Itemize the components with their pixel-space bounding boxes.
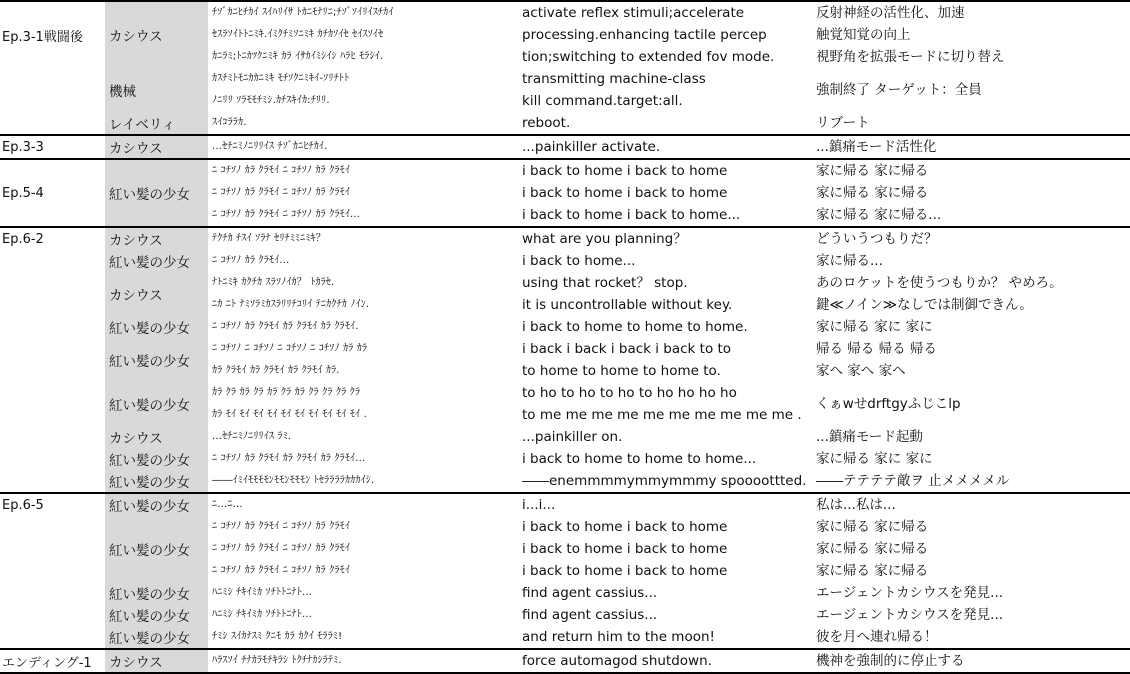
speaker-label: 紅い髪の少女	[109, 499, 190, 515]
code-text-line: ﾁﾐｼ ｽｲｶﾅｽﾐ ｸﾆﾓ ｶﾗ ｶｸｲ ﾓﾗﾗﾐ!	[212, 631, 343, 642]
japanese-text-cell	[812, 649, 1130, 673]
code-text-line: ﾊﾆﾐｼ ﾁｷｲﾐｶ ｿﾁﾄﾄﾆﾅﾄ...	[212, 609, 313, 620]
table-row	[0, 338, 1130, 382]
english-text-line: i back to home i back to home	[522, 519, 728, 535]
japanese-text-line: 私は...私は...	[816, 497, 896, 513]
english-text-cell	[518, 316, 812, 338]
english-text-line: i back to home i back to home	[522, 163, 728, 179]
episode-cell	[0, 227, 105, 250]
english-text-cell	[518, 516, 812, 582]
speaker-cell	[105, 250, 208, 272]
code-text-line: ﾃｸﾁｶ ﾁｽｲ ｿﾗﾅ ｾﾘﾁﾐﾐﾆﾐｷ？	[212, 233, 326, 244]
japanese-text-cell	[812, 250, 1130, 272]
table-row	[0, 68, 1130, 112]
table-row	[0, 135, 1130, 159]
code-text-cell	[208, 470, 518, 493]
code-text-cell	[208, 649, 518, 673]
code-text-line: ｶｽﾁﾐﾄﾓﾆｶｶﾆﾐｷ ﾓﾁｿｸﾆﾐｷｲ-ｿﾘﾁﾄﾄ	[212, 73, 350, 84]
speaker-label: 紅い髪の少女	[109, 475, 190, 491]
english-text-line: force automagod shutdown.	[522, 653, 712, 669]
speaker-label: カシウス	[109, 288, 163, 304]
table-row	[0, 448, 1130, 470]
episode-cell	[0, 338, 105, 382]
speaker-label: 紅い髪の少女	[109, 453, 190, 469]
code-text-line: ﾆ ｺﾁｿﾉ ﾆ ｺﾁｿﾉ ﾆ ｺﾁｿﾉ ﾆ ｺﾁｿﾉ ｶﾗ ｶﾗ	[212, 343, 368, 354]
english-text-line: tion;switching to extended fov mode.	[522, 49, 775, 65]
table-row	[0, 159, 1130, 227]
speaker-label: カシウス	[109, 431, 163, 447]
english-text-cell	[518, 582, 812, 604]
english-text-line: i back to home i back to home	[522, 541, 728, 557]
code-text-cell	[208, 272, 518, 316]
english-text-cell	[518, 1, 812, 68]
japanese-text-line: エージェントカシウスを発見...	[816, 585, 1004, 601]
english-text-cell	[518, 604, 812, 626]
table-row	[0, 649, 1130, 673]
speaker-label: カシウス	[109, 141, 163, 157]
speaker-label: 紅い髪の少女	[109, 543, 190, 559]
speaker-label: カシウス	[109, 29, 163, 45]
english-text-cell	[518, 649, 812, 673]
code-text-cell	[208, 227, 518, 250]
japanese-text-line: 機神を強制的に停止する	[816, 653, 965, 669]
episode-cell	[0, 516, 105, 582]
code-text-line: ﾊﾗｽｿｲ ﾁﾅｶﾗﾓﾁｷﾗｼ ﾄｸﾁﾅｶｼﾗﾃﾐ.	[212, 655, 342, 666]
code-text-line: ﾆ ｺﾁｿﾉ ｶﾗ ｸﾗﾓｲ ﾆ ｺﾁｿﾉ ｶﾗ ｸﾗﾓｲ	[212, 187, 351, 198]
english-text-line: i back to home to home to home.	[522, 319, 748, 335]
japanese-text-line: リブート	[816, 115, 870, 131]
english-text-line: ...painkiller on.	[522, 429, 623, 445]
speaker-label: 機械	[109, 84, 136, 100]
speaker-cell	[105, 604, 208, 626]
japanese-text-line: 家に帰る 家に 家に	[816, 319, 933, 335]
code-text-line: ﾆ...ﾆ...	[212, 499, 243, 510]
japanese-text-cell	[812, 227, 1130, 250]
table-row	[0, 316, 1130, 338]
code-text-cell	[208, 382, 518, 426]
english-text-line: i back to home i back to home	[522, 185, 728, 201]
episode-label: Ep.6-5	[2, 497, 44, 513]
code-text-cell	[208, 448, 518, 470]
japanese-text-line: 視野角を拡張モードに切り替え	[816, 49, 1005, 65]
episode-cell	[0, 649, 105, 673]
table-row	[0, 272, 1130, 316]
japanese-text-line: 家に帰る 家に帰る	[816, 519, 929, 535]
japanese-text-cell	[812, 338, 1130, 382]
english-text-line: i back to home i back to home	[522, 563, 728, 579]
japanese-text-line: 家へ 家へ 家へ	[816, 363, 906, 379]
japanese-text-line: 帰る 帰る 帰る 帰る	[816, 341, 937, 357]
code-text-cell	[208, 135, 518, 159]
episode-cell	[0, 448, 105, 470]
code-text-cell	[208, 68, 518, 112]
code-text-line: ...ｾﾁﾆﾐﾉﾆﾘﾘｲｽ ﾁｿﾞｶﾆﾋﾁｶｲ.	[212, 141, 328, 152]
episode-cell	[0, 470, 105, 493]
table-row	[0, 582, 1130, 604]
code-text-line: ﾆ ｺﾁｿﾉ ｶﾗ ｸﾗﾓｲ ﾆ ｺﾁｿﾉ ｶﾗ ｸﾗﾓｲ	[212, 165, 351, 176]
japanese-text-line: ...鎮痛モード起動	[816, 429, 923, 445]
japanese-text-cell	[812, 112, 1130, 135]
japanese-text-line: エージェントカシウスを発見...	[816, 607, 1004, 623]
japanese-text-line: 家に帰る 家に帰る	[816, 163, 929, 179]
table-row	[0, 227, 1130, 250]
table-row	[0, 1, 1130, 68]
japanese-text-cell	[812, 604, 1130, 626]
table-row	[0, 604, 1130, 626]
speaker-label: 紅い髪の少女	[109, 587, 190, 603]
english-text-cell	[518, 448, 812, 470]
speaker-label: カシウス	[109, 655, 163, 671]
speaker-label: カシウス	[109, 233, 163, 249]
episode-cell	[0, 382, 105, 426]
speaker-cell	[105, 68, 208, 112]
speaker-cell	[105, 426, 208, 448]
speaker-label: 紅い髪の少女	[109, 398, 190, 414]
english-text-line: activate reflex stimuli;accelerate	[522, 5, 745, 21]
english-text-line: to home to home to home to.	[522, 363, 721, 379]
japanese-text-cell	[812, 135, 1130, 159]
episode-cell	[0, 250, 105, 272]
speaker-label: 紅い髪の少女	[109, 321, 190, 337]
japanese-text-cell	[812, 316, 1130, 338]
code-text-cell	[208, 316, 518, 338]
code-text-line: ﾆ ｺﾁｿﾉ ｶﾗ ｸﾗﾓｲ ﾆ ｺﾁｿﾉ ｶﾗ ｸﾗﾓｲ	[212, 543, 351, 554]
code-text-line: ﾅﾄﾆﾐｷ ｶｸﾁｶ ｽﾗｿﾉｲｶ？ ﾄｶﾗｾ.	[212, 277, 335, 288]
code-text-cell	[208, 1, 518, 68]
episode-cell	[0, 112, 105, 135]
speaker-cell	[105, 493, 208, 516]
japanese-text-line: 家に帰る 家に 家に	[816, 451, 933, 467]
episode-cell	[0, 604, 105, 626]
japanese-text-line: くぁwせdrftgyふじこlp	[816, 396, 961, 412]
table-row	[0, 426, 1130, 448]
code-text-cell	[208, 493, 518, 516]
code-text-line: ﾆ ｺﾁｿﾉ ｶﾗ ｸﾗﾓｲ ｶﾗ ｸﾗﾓｲ ｶﾗ ｸﾗﾓｲ.	[212, 321, 359, 332]
english-text-cell	[518, 272, 812, 316]
japanese-text-line: 家に帰る...	[816, 253, 883, 269]
japanese-text-cell	[812, 272, 1130, 316]
english-text-line: i...i...	[522, 497, 556, 513]
speaker-cell	[105, 582, 208, 604]
code-text-line: ﾊﾆﾐｼ ﾁｷｲﾐｶ ｿﾁﾄﾄﾆﾅﾄ...	[212, 587, 313, 598]
episode-label: Ep.3-1戦闘後	[2, 29, 83, 45]
english-text-line: to ho to ho to ho to ho ho ho ho	[522, 385, 737, 401]
english-text-cell	[518, 227, 812, 250]
episode-cell	[0, 626, 105, 649]
speaker-cell	[105, 227, 208, 250]
japanese-text-cell	[812, 448, 1130, 470]
japanese-text-line: ――テテテテ敵ヲ 止メメメメル	[816, 473, 1010, 489]
code-text-cell	[208, 604, 518, 626]
english-text-line: kill command.target:all.	[522, 93, 683, 109]
japanese-text-cell	[812, 1, 1130, 68]
english-text-cell	[518, 470, 812, 493]
japanese-text-line: 彼を月へ連れ帰る！	[816, 629, 938, 645]
speaker-cell	[105, 516, 208, 582]
table-row	[0, 250, 1130, 272]
speaker-cell	[105, 112, 208, 135]
speaker-cell	[105, 135, 208, 159]
code-text-line: ――ｲﾐｲﾓﾓﾓﾓﾝﾓﾓﾝﾓﾓﾓﾝ ﾄｾﾗﾗﾗﾗｶｶｶｲｼ.	[212, 475, 375, 486]
speaker-label: レイベリィ	[109, 117, 176, 133]
code-text-cell	[208, 159, 518, 227]
episode-cell	[0, 1, 105, 68]
speaker-label: 紅い髪の少女	[109, 609, 190, 625]
english-text-line: i back i back i back i back to to	[522, 341, 732, 357]
japanese-text-line: 家に帰る 家に帰る	[816, 563, 929, 579]
speaker-cell	[105, 1, 208, 68]
japanese-text-cell	[812, 582, 1130, 604]
english-text-cell	[518, 426, 812, 448]
japanese-text-cell	[812, 426, 1130, 448]
code-text-line: ﾆｶ ﾆﾄ ﾅﾐｿﾗﾐｶｽﾗﾘﾘﾁｺﾘｲ ﾃﾆｶｸﾁｶ ﾉｲﾝ.	[212, 299, 370, 310]
speaker-cell	[105, 470, 208, 493]
japanese-text-line: ...鎮痛モード活性化	[816, 139, 937, 155]
speaker-cell	[105, 626, 208, 649]
english-text-cell	[518, 135, 812, 159]
table-row	[0, 470, 1130, 493]
english-text-line: ――enemmmmymmymmmy spoooottted.	[522, 473, 807, 489]
english-text-cell	[518, 250, 812, 272]
code-text-line: ﾆ ｺﾁｿﾉ ｶﾗ ｸﾗﾓｲ ｶﾗ ｸﾗﾓｲ ｶﾗ ｸﾗﾓｲ...	[212, 453, 366, 464]
code-text-cell	[208, 112, 518, 135]
english-text-line: i back to home to home to home...	[522, 451, 757, 467]
english-text-cell	[518, 493, 812, 516]
episode-cell	[0, 493, 105, 516]
episode-label: エンディング-1	[2, 655, 92, 671]
english-text-line: find agent cassius...	[522, 607, 658, 623]
code-text-line: ｽｲｺﾗﾗｶ.	[212, 117, 247, 128]
table-row	[0, 493, 1130, 516]
table-row	[0, 516, 1130, 582]
episode-label: Ep.6-2	[2, 231, 44, 247]
speaker-cell	[105, 159, 208, 227]
code-text-cell	[208, 250, 518, 272]
english-text-line: it is uncontrollable without key.	[522, 297, 733, 313]
code-text-line: ﾆ ｺﾁｿﾉ ｶﾗ ｸﾗﾓｲ...	[212, 255, 290, 266]
code-text-line: ﾆ ｺﾁｿﾉ ｶﾗ ｸﾗﾓｲ ﾆ ｺﾁｿﾉ ｶﾗ ｸﾗﾓｲ	[212, 565, 351, 576]
japanese-text-cell	[812, 626, 1130, 649]
english-text-cell	[518, 338, 812, 382]
episode-cell	[0, 159, 105, 227]
speaker-label: 紅い髪の少女	[109, 255, 190, 271]
english-text-line: transmitting machine-class	[522, 71, 706, 87]
japanese-text-cell	[812, 68, 1130, 112]
japanese-text-line: 触覚知覚の向上	[816, 27, 911, 43]
english-text-cell	[518, 159, 812, 227]
english-text-line: and return him to the moon!	[522, 629, 715, 645]
english-text-line: what are you planning？	[522, 231, 687, 247]
japanese-text-line: 強制終了 ターゲット：全員	[816, 82, 982, 98]
code-text-line: ﾉﾆﾘﾘ ｿﾗﾓﾓﾁﾐｼ.ｶﾁｽｷｲｶ:ﾁﾘﾘ.	[212, 95, 330, 106]
speaker-cell	[105, 338, 208, 382]
speaker-cell	[105, 382, 208, 426]
english-text-line: processing.enhancing tactile percep	[522, 27, 767, 43]
table-row	[0, 626, 1130, 649]
code-text-cell	[208, 582, 518, 604]
episode-cell	[0, 316, 105, 338]
speaker-cell	[105, 316, 208, 338]
episode-cell	[0, 426, 105, 448]
japanese-text-line: 家に帰る 家に帰る	[816, 185, 929, 201]
code-text-line: ﾁｿﾞｶﾆﾋﾁｶｲ ｽｲﾊﾘｲｻ ﾄｶﾆﾓﾅﾘﾆ;ﾁｿﾞｿｲﾘｲｽﾁｶｲ	[212, 7, 394, 18]
english-text-cell	[518, 382, 812, 426]
japanese-text-line: 家に帰る 家に帰る...	[816, 207, 942, 223]
english-text-line: i back to home...	[522, 253, 636, 269]
japanese-text-cell	[812, 493, 1130, 516]
speaker-label: 紅い髪の少女	[109, 187, 190, 203]
code-text-line: ﾆ ｺﾁｿﾉ ｶﾗ ｸﾗﾓｲ ﾆ ｺﾁｿﾉ ｶﾗ ｸﾗﾓｲ	[212, 521, 351, 532]
code-text-line: ...ｾﾁﾆﾐﾉﾆﾘﾘｲｽ ﾗﾐ.	[212, 431, 292, 442]
code-text-cell	[208, 338, 518, 382]
code-text-line: ﾆ ｺﾁｿﾉ ｶﾗ ｸﾗﾓｲ ﾆ ｺﾁｿﾉ ｶﾗ ｸﾗﾓｲ...	[212, 209, 361, 220]
episode-cell	[0, 272, 105, 316]
code-text-line: ｶﾗ ｸﾗﾓｲ ｶﾗ ｸﾗﾓｲ ｶﾗ ｸﾗﾓｲ ｶﾗ.	[212, 365, 340, 376]
english-text-line: using that rocket？ stop.	[522, 275, 688, 291]
japanese-text-cell	[812, 382, 1130, 426]
table-body	[0, 1, 1130, 673]
japanese-text-line: 鍵≪ノイン≫なしでは制御できん。	[816, 297, 1033, 313]
speaker-cell	[105, 272, 208, 316]
english-text-cell	[518, 112, 812, 135]
japanese-text-line: どういうつもりだ？	[816, 231, 938, 247]
episode-cell	[0, 582, 105, 604]
english-text-cell	[518, 626, 812, 649]
english-text-line: ...painkiller activate.	[522, 139, 661, 155]
english-text-line: find agent cassius...	[522, 585, 658, 601]
speaker-cell	[105, 448, 208, 470]
code-text-line: ｾｽﾗｿｲﾄﾄﾆﾐｷ.ｲﾐｸﾁﾐｿﾆﾐｷ ｶﾁｶｿｲｾ ｾｲｽｿｲｾ	[212, 29, 384, 40]
code-text-line: ｶﾗ ﾓｲ ﾓｲ ﾓｲ ﾓｲ ﾓｲ ﾓｲ ﾓｲ ﾓｲ ﾓｲ ﾓｲ .	[212, 409, 367, 420]
episode-label: Ep.5-4	[2, 185, 44, 201]
speaker-label: 紅い髪の少女	[109, 631, 190, 647]
english-text-cell	[518, 68, 812, 112]
episode-label: Ep.3-3	[2, 139, 44, 155]
japanese-text-cell	[812, 516, 1130, 582]
english-text-line: i back to home i back to home...	[522, 207, 741, 223]
code-text-cell	[208, 426, 518, 448]
english-text-line: reboot.	[522, 115, 571, 131]
code-text-line: ｶﾆﾗﾐ;ﾄﾆｶﾂｸﾆﾐｷ ｶﾗ ｲｻｶｲﾐｼｲｼ ﾊﾗﾋ ﾓﾗｼｲ.	[212, 51, 384, 62]
episode-cell	[0, 68, 105, 112]
code-text-cell	[208, 516, 518, 582]
japanese-text-line: あのロケットを使うつもりか？ やめろ。	[816, 275, 1063, 291]
english-text-line: to me me me me me me me me me me .	[522, 407, 802, 423]
code-text-cell	[208, 626, 518, 649]
episode-cell	[0, 135, 105, 159]
speaker-cell	[105, 649, 208, 673]
japanese-text-line: 家に帰る 家に帰る	[816, 541, 929, 557]
table-row	[0, 382, 1130, 426]
japanese-text-cell	[812, 470, 1130, 493]
table-row	[0, 112, 1130, 135]
code-text-line: ｶﾗ ｸﾗ ｶﾗ ｸﾗ ｶﾗ ｸﾗ ｶﾗ ｸﾗ ｸﾗ ｸﾗ ｸﾗ	[212, 387, 361, 398]
speaker-label: 紅い髪の少女	[109, 354, 190, 370]
japanese-text-line: 反射神経の活性化、加速	[816, 5, 965, 21]
japanese-text-cell	[812, 159, 1130, 227]
